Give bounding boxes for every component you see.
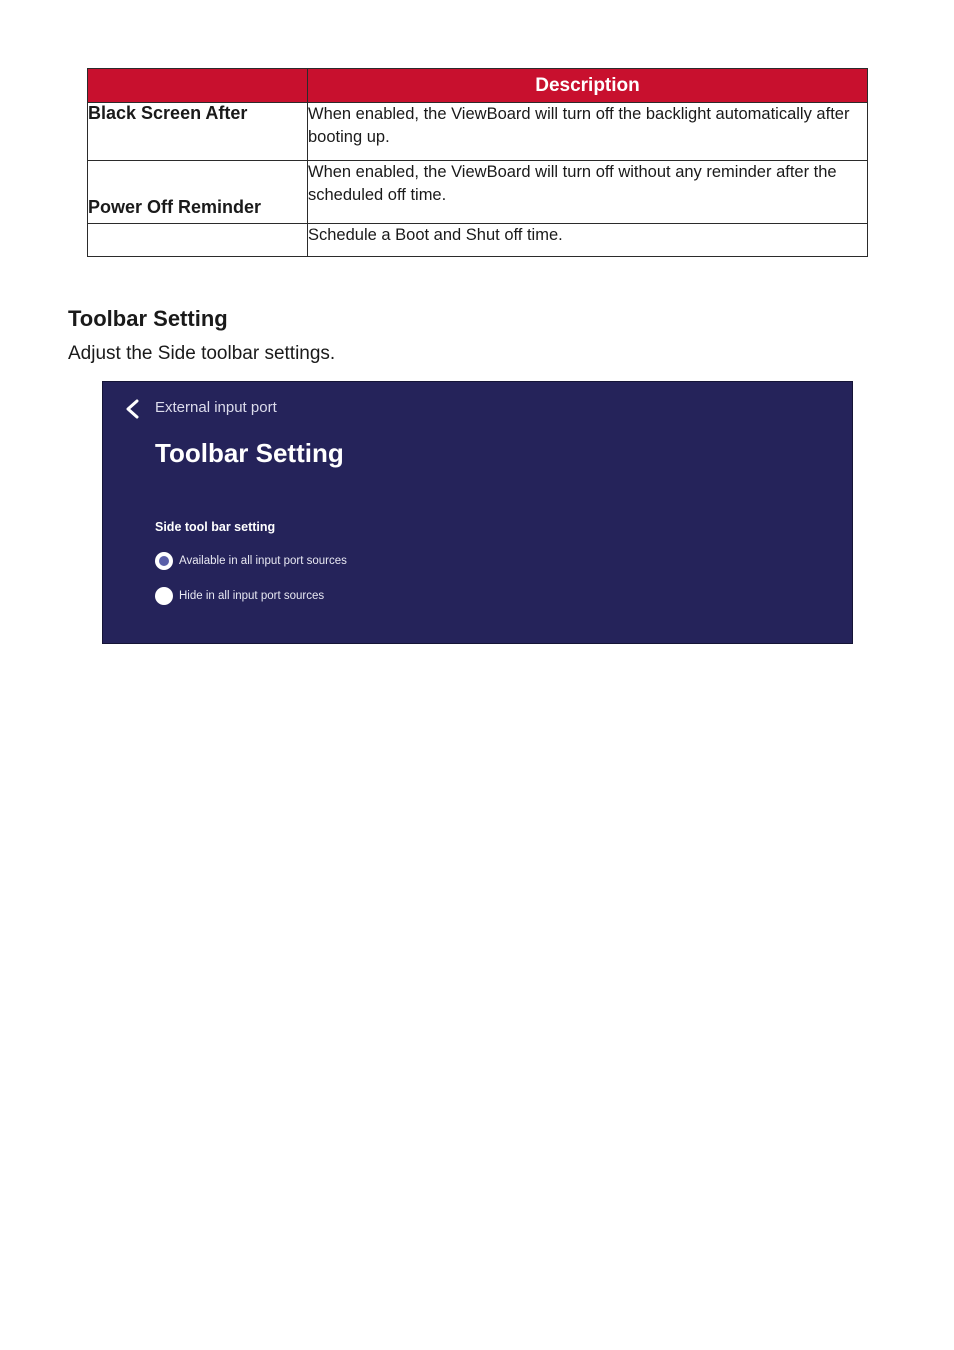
toolbar-setting-screenshot	[102, 381, 853, 644]
back-arrow-icon[interactable]	[123, 398, 143, 420]
table-header-item	[88, 69, 308, 103]
row-label: Black Screen After	[88, 103, 308, 161]
breadcrumb[interactable]: External input port	[155, 399, 277, 416]
row-description: When enabled, the ViewBoard will turn off the backlight automatically after booting up.	[308, 103, 868, 161]
table-row	[88, 224, 868, 257]
row-description: Schedule a Boot and Shut off time.	[308, 224, 868, 257]
page-title: Toolbar Setting	[155, 438, 344, 468]
section-title: Toolbar Setting	[68, 306, 228, 331]
section-subtitle: Adjust the Side toolbar settings.	[68, 343, 336, 364]
row-label: Power Off Reminder	[88, 161, 308, 224]
radio-unchecked-icon[interactable]	[155, 587, 173, 605]
table-row	[88, 103, 868, 161]
group-label: Side tool bar setting	[155, 520, 276, 534]
option-label: Available in all input port sources	[179, 555, 347, 567]
row-label	[88, 224, 308, 257]
radio-option-available[interactable]	[155, 552, 347, 570]
table-row	[88, 161, 868, 224]
table-header-description: Description	[308, 69, 868, 103]
radio-option-hide[interactable]	[155, 587, 324, 605]
table-header-row	[88, 69, 868, 103]
row-description: When enabled, the ViewBoard will turn off without any reminder after the scheduled off time.	[308, 161, 868, 224]
description-table	[87, 68, 868, 257]
radio-checked-icon[interactable]	[155, 552, 173, 570]
option-label: Hide in all input port sources	[179, 590, 325, 602]
